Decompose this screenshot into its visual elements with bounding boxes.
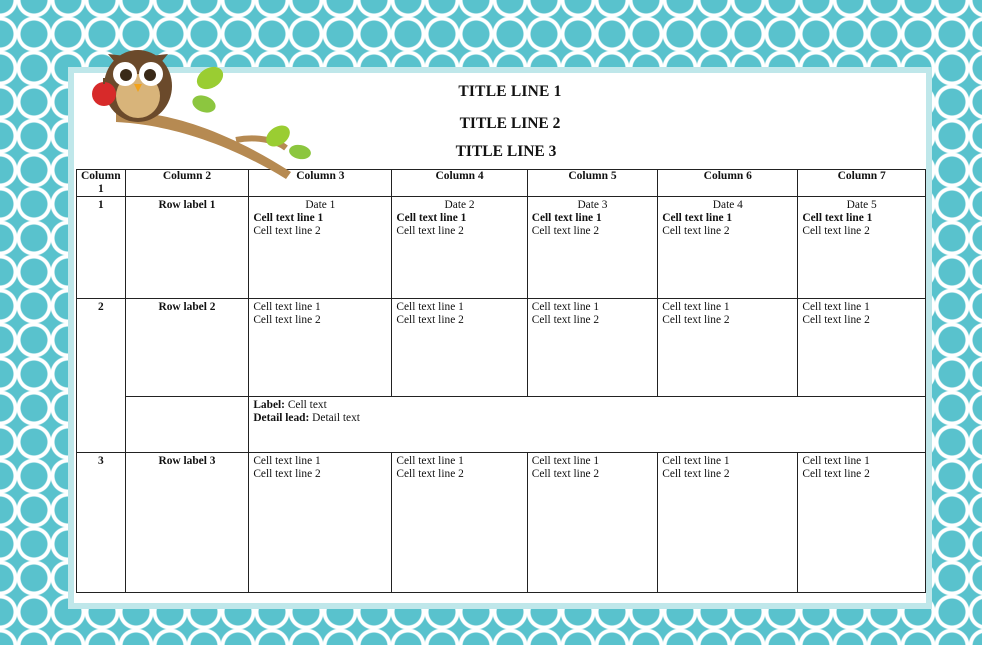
cell-date: Date 5 <box>846 199 877 211</box>
cell-date: Date 1 <box>305 199 336 211</box>
table-cell <box>527 453 657 593</box>
column-header: Column 2 <box>125 170 249 197</box>
column-header: Column 3 <box>249 170 392 197</box>
cell-text: Cell text line 2 <box>662 314 730 326</box>
cell-text: Cell text line 2 <box>802 225 870 237</box>
cell-text: Cell text line 1 <box>802 455 870 467</box>
table-row <box>77 197 926 299</box>
activity-label: Row label 3 <box>125 453 249 593</box>
table-cell <box>798 197 926 299</box>
cell-date: Date 3 <box>577 199 608 211</box>
cell-text: Cell text line 1 <box>396 301 464 313</box>
activity-label: Row label 2 <box>125 299 249 397</box>
empty-cell <box>125 397 249 453</box>
cell-text: Cell text line 2 <box>662 468 730 480</box>
table-cell <box>798 453 926 593</box>
free-play-cell <box>249 397 926 453</box>
column-header: Column 5 <box>527 170 657 197</box>
table-cell <box>249 197 392 299</box>
table-cell <box>658 453 798 593</box>
cell-date: Date 4 <box>712 199 743 211</box>
activity-label: Row label 1 <box>125 197 249 299</box>
title-line-1: TITLE LINE 1 <box>458 83 562 100</box>
owl-icon <box>104 50 172 122</box>
cell-text: Cell text line 1 <box>531 301 600 313</box>
cell-text: Cell text line 2 <box>531 225 600 237</box>
column-header: Column 7 <box>798 170 926 197</box>
cell-text: Cell text line 2 <box>396 468 464 480</box>
free-play-text: Cell text <box>287 399 327 411</box>
cell-text: Cell text line 1 <box>802 212 873 224</box>
cell-text: Cell text line 1 <box>253 301 321 313</box>
column-header: Column 1 <box>77 170 126 197</box>
table-row <box>77 299 926 397</box>
table-cell <box>658 197 798 299</box>
schedule-table <box>76 169 926 593</box>
cell-text: Cell text line 1 <box>253 455 321 467</box>
table-cell <box>527 299 657 397</box>
cell-text: Cell text line 1 <box>396 455 464 467</box>
title-line-2: TITLE LINE 2 <box>459 115 561 132</box>
cell-text: Cell text line 1 <box>531 455 600 467</box>
table-cell <box>658 299 798 397</box>
cell-text: Cell text line 2 <box>253 314 321 326</box>
cell-text: Cell text line 1 <box>802 301 870 313</box>
table-cell <box>798 299 926 397</box>
cell-text: Cell text line 2 <box>662 225 730 237</box>
free-play-detail: Detail text <box>312 412 360 424</box>
cell-text: Cell text line 1 <box>253 212 324 224</box>
cell-text: Cell text line 2 <box>253 225 321 237</box>
free-play-detail-lead: Detail lead: <box>253 412 310 424</box>
table-row <box>77 453 926 593</box>
cell-text: Cell text line 1 <box>396 212 467 224</box>
cell-text: Cell text line 2 <box>253 468 321 480</box>
owl-branch-illustration <box>86 44 316 184</box>
cell-text: Cell text line 2 <box>396 314 464 326</box>
table-cell <box>249 453 392 593</box>
table-cell <box>527 197 657 299</box>
branch-icon <box>116 112 291 179</box>
column-header: Column 4 <box>392 170 527 197</box>
row-index: 3 <box>77 453 126 593</box>
leaf-icon <box>190 62 312 160</box>
table-cell <box>249 299 392 397</box>
cell-text: Cell text line 1 <box>662 455 730 467</box>
cell-text: Cell text line 1 <box>662 212 733 224</box>
cell-date: Date 2 <box>444 199 475 211</box>
cell-text: Cell text line 2 <box>396 225 464 237</box>
table-cell <box>392 197 527 299</box>
cell-text: Cell text line 2 <box>802 468 870 480</box>
free-play-row <box>77 397 926 453</box>
cell-text: Cell text line 2 <box>802 314 870 326</box>
title-line-3: TITLE LINE 3 <box>455 143 557 160</box>
cell-text: Cell text line 1 <box>531 212 602 224</box>
row-index: 1 <box>77 197 126 299</box>
cell-text: Cell text line 2 <box>531 468 600 480</box>
free-play-label: Label: <box>253 399 285 411</box>
column-header: Column 6 <box>658 170 798 197</box>
row-index: 2 <box>77 299 126 453</box>
cell-text: Cell text line 2 <box>531 314 600 326</box>
cell-text: Cell text line 1 <box>662 301 730 313</box>
table-cell <box>392 453 527 593</box>
table-cell <box>392 299 527 397</box>
